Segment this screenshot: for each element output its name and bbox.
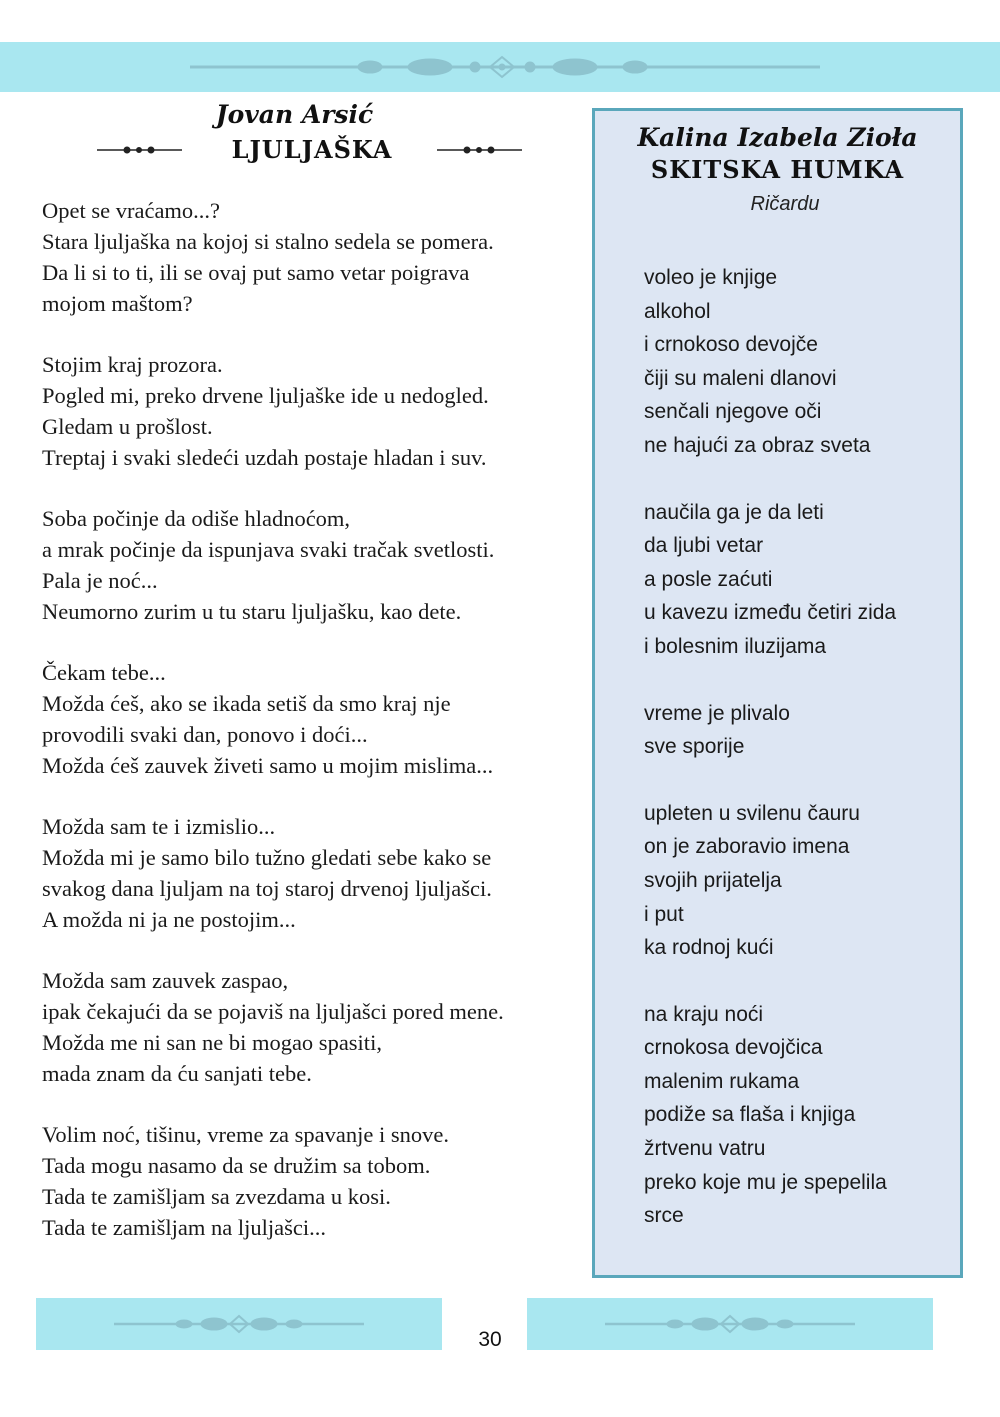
right-poem-dedication: Ričardu [750, 193, 820, 215]
poem-line: Pogled mi, preko drvene ljuljaške ide u nedogled. [42, 383, 489, 408]
stanza [42, 503, 587, 627]
stanza [42, 657, 587, 781]
poem-line: Soba počinje da odiše hladnoćom, [42, 506, 351, 531]
stanza [644, 261, 959, 463]
poem-line: svojih prijatelja [644, 868, 782, 892]
poem-line: Možda sam zauvek zaspao, [42, 968, 289, 993]
poem-line: i put [644, 902, 684, 926]
poem-line: čiji su maleni dlanovi [644, 366, 837, 390]
poem-line: upleten u svilenu čauru [644, 801, 860, 825]
left-poem-title: LJULJAŠKA [231, 135, 393, 164]
right-poem-author: Kalina Izabela Zioła [637, 123, 918, 152]
poem-line: i bolesnim iluzijama [644, 634, 827, 658]
poem-line: ne hajući za obraz sveta [644, 433, 871, 457]
top-ornament-icon [190, 54, 820, 80]
poem-line: provodili svaki dan, ponovo i doći... [42, 722, 368, 747]
poem-line: Pala je noć... [42, 568, 158, 593]
poem-line: Treptaj i svaki sledeći uzdah postaje hladan i suv. [42, 445, 487, 470]
poem-line: mada znam da ću sanjati tebe. [42, 1061, 312, 1086]
poem-line: Stara ljuljaška na kojoj si stalno sedela se pomera. [42, 229, 494, 254]
poem-line: Možda ćeš, ako se ikada setiš da smo kraj nje [42, 691, 451, 716]
poem-line: Tada te zamišljam sa zvezdama u kosi. [42, 1184, 391, 1209]
page-number: 30 [478, 1328, 502, 1351]
poem-line: Opet se vraćamo...? [42, 198, 221, 223]
poem-line: preko koje mu je spepelila [644, 1170, 887, 1194]
right-poem-body [644, 261, 959, 1266]
poem-line: mojom maštom? [42, 291, 193, 316]
poem-line: u kavezu između četiri zida [644, 601, 897, 625]
top-decorative-band [0, 42, 1000, 92]
poem-line: A možda ni ja ne postojim... [42, 907, 296, 932]
poem-line: Možda mi je samo bilo tužno gledati sebe kako se [42, 845, 492, 870]
right-poem-box [592, 108, 963, 1278]
left-poem-body [42, 195, 587, 1273]
stanza [42, 811, 587, 935]
poem-line: ka rodnoj kući [644, 936, 774, 960]
stanza [42, 195, 587, 319]
poem-line: crnokosa devojčica [644, 1036, 823, 1060]
poem-line: alkohol [644, 299, 711, 323]
poem-line: Tada mogu nasamo da se družim sa tobom. [42, 1153, 431, 1178]
poem-line: Možda ćeš zauvek živeti samo u mojim mislima... [42, 753, 494, 778]
poem-line: Možda me ni san ne bi mogao spasiti, [42, 1030, 382, 1055]
poem-line: Neumorno zurim u tu staru ljuljašku, kao dete. [42, 599, 462, 624]
poem-line: srce [644, 1204, 684, 1228]
poem-line: na kraju noći [644, 1002, 764, 1026]
poem-line: žrtvenu vatru [644, 1137, 766, 1161]
poem-line: da ljubi vetar [644, 534, 764, 558]
left-poem-title-row [97, 135, 527, 165]
poem-line: Gledam u prošlost. [42, 414, 213, 439]
left-poem-author: Jovan Arsić [215, 100, 374, 129]
poem-line: a posle zaćuti [644, 567, 773, 591]
poem-line: Tada te zamišljam na ljuljašci... [42, 1215, 326, 1240]
poem-line: malenim rukama [644, 1069, 800, 1093]
bottom-left-ornament-icon [114, 1314, 364, 1334]
poem-line: Stojim kraj prozora. [42, 352, 223, 377]
title-flourish-right-icon [437, 145, 522, 155]
right-poem-title: SKITSKA HUMKA [650, 155, 905, 184]
poem-line: sve sporije [644, 735, 745, 759]
stanza [644, 998, 959, 1233]
bottom-left-decorative-band [36, 1298, 442, 1350]
poem-line: ipak čekajući da se pojaviš na ljuljašci pored mene. [42, 999, 504, 1024]
poem-line: naučila ga je da leti [644, 500, 824, 524]
poem-line: on je zaboravio imena [644, 835, 850, 859]
poem-line: vreme je plivalo [644, 701, 790, 725]
poem-line: Čekam tebe... [42, 660, 166, 685]
stanza [644, 797, 959, 965]
poem-line: podiže sa flaša i knjiga [644, 1103, 856, 1127]
bottom-right-ornament-icon [605, 1314, 855, 1334]
bottom-right-decorative-band [527, 1298, 933, 1350]
poem-line: i crnokoso devojče [644, 333, 818, 357]
poem-line: voleo je knjige [644, 266, 778, 289]
poem-line: Možda sam te i izmislio... [42, 814, 276, 839]
stanza [42, 1119, 587, 1243]
stanza [42, 349, 587, 473]
poem-line: Da li si to ti, ili se ovaj put samo vetar poigrava [42, 260, 470, 285]
poem-line: a mrak počinje da ispunjava svaki tračak svetlosti. [42, 537, 495, 562]
stanza [644, 496, 959, 664]
stanza [42, 965, 587, 1089]
poem-line: Volim noć, tišinu, vreme za spavanje i snove. [42, 1122, 449, 1147]
poem-line: senčali njegove oči [644, 400, 822, 424]
stanza [644, 697, 959, 764]
poem-line: svakog dana ljuljam na toj staroj drvenoj ljuljašci. [42, 876, 492, 901]
